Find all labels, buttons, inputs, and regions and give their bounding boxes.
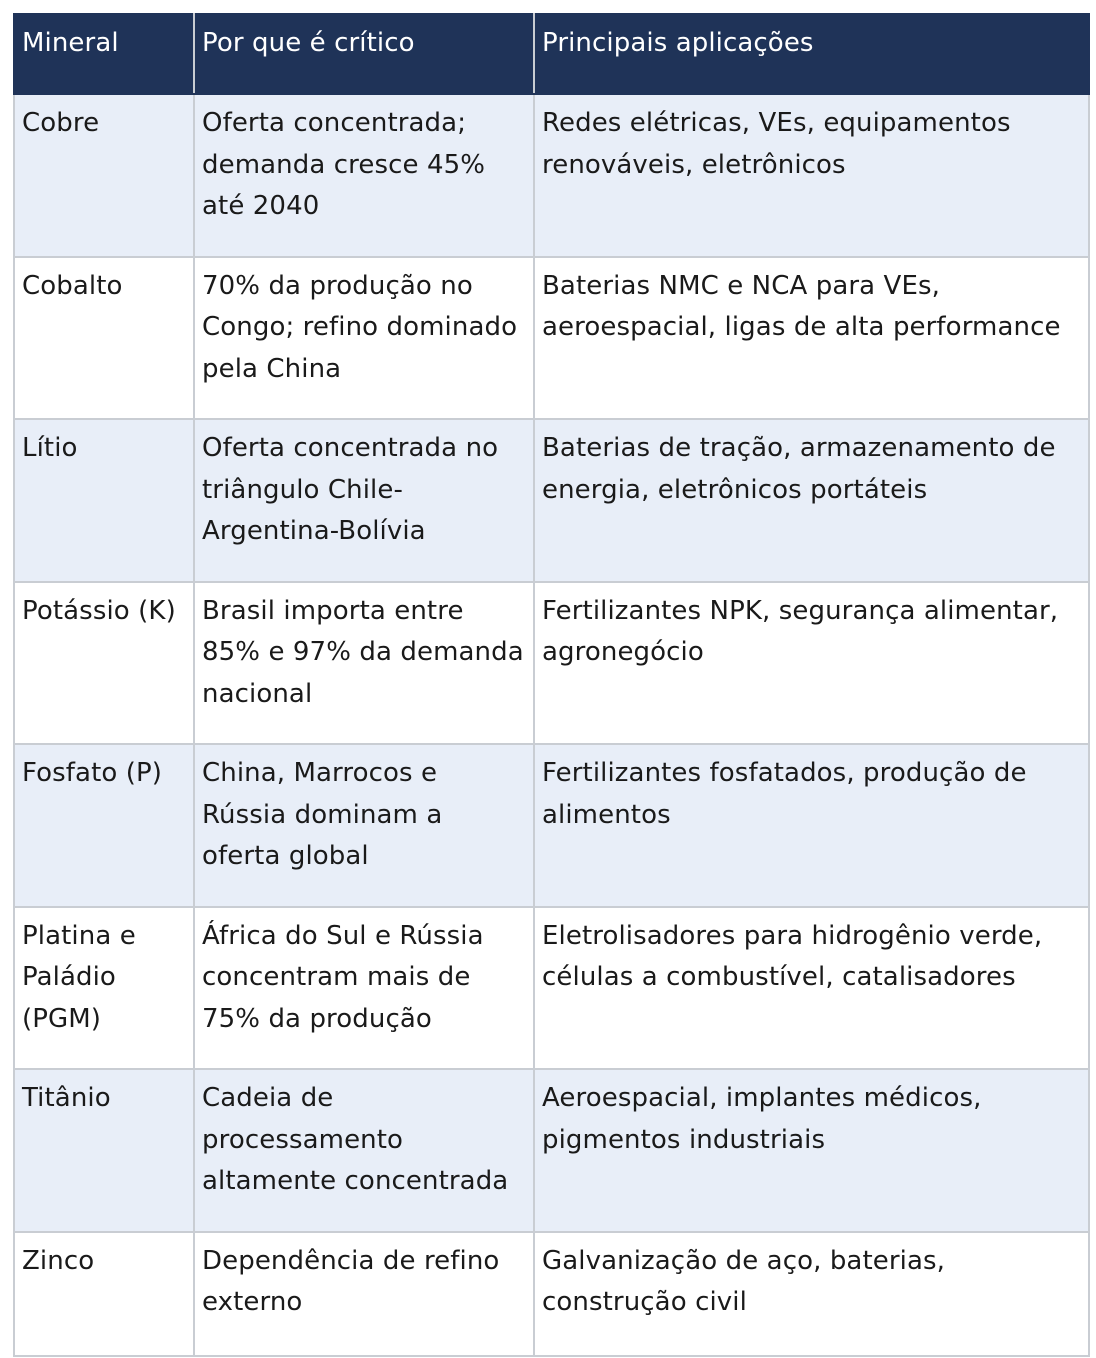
table-row [14, 744, 1089, 907]
cell-applications: Redes elétricas, VEs, equipamentos renováveis, eletrônicos [534, 94, 1089, 257]
cell-applications: Galvanização de aço, baterias, construção civil [534, 1232, 1089, 1356]
cell-mineral: Titânio [14, 1069, 194, 1232]
table-row [14, 94, 1089, 257]
cell-applications: Fertilizantes NPK, segurança alimentar, agronegócio [534, 582, 1089, 745]
table-row [14, 582, 1089, 745]
header-reason: Por que é crítico [194, 14, 534, 94]
cell-reason: Oferta concentrada; demanda cresce 45% até 2040 [194, 94, 534, 257]
cell-reason: China, Marrocos e Rússia dominam a oferta global [194, 744, 534, 907]
cell-mineral: Lítio [14, 419, 194, 582]
table-row [14, 257, 1089, 420]
table-row [14, 907, 1089, 1070]
cell-applications: Baterias de tração, armazenamento de energia, eletrônicos portáteis [534, 419, 1089, 582]
table-header-row [14, 14, 1089, 94]
cell-applications: Eletrolisadores para hidrogênio verde, células a combustível, catalisadores [534, 907, 1089, 1070]
cell-applications: Aeroespacial, implantes médicos, pigmentos industriais [534, 1069, 1089, 1232]
table-row [14, 1232, 1089, 1356]
cell-reason: África do Sul e Rússia concentram mais de 75% da produção [194, 907, 534, 1070]
table-row [14, 419, 1089, 582]
cell-applications: Baterias NMC e NCA para VEs, aeroespacial, ligas de alta performance [534, 257, 1089, 420]
cell-mineral: Potássio (K) [14, 582, 194, 745]
cell-mineral: Cobre [14, 94, 194, 257]
cell-mineral: Fosfato (P) [14, 744, 194, 907]
header-mineral: Mineral [14, 14, 194, 94]
table-row [14, 1069, 1089, 1232]
cell-mineral: Platina e Paládio (PGM) [14, 907, 194, 1070]
cell-reason: Dependência de refino externo [194, 1232, 534, 1356]
header-applications: Principais aplicações [534, 14, 1089, 94]
cell-reason: Oferta concentrada no triângulo Chile-Argentina-Bolívia [194, 419, 534, 582]
cell-reason: Brasil importa entre 85% e 97% da demanda nacional [194, 582, 534, 745]
cell-reason: Cadeia de processamento altamente concentrada [194, 1069, 534, 1232]
cell-applications: Fertilizantes fosfatados, produção de alimentos [534, 744, 1089, 907]
cell-mineral: Cobalto [14, 257, 194, 420]
critical-minerals-table [13, 13, 1090, 1357]
cell-mineral: Zinco [14, 1232, 194, 1356]
cell-reason: 70% da produção no Congo; refino dominado pela China [194, 257, 534, 420]
